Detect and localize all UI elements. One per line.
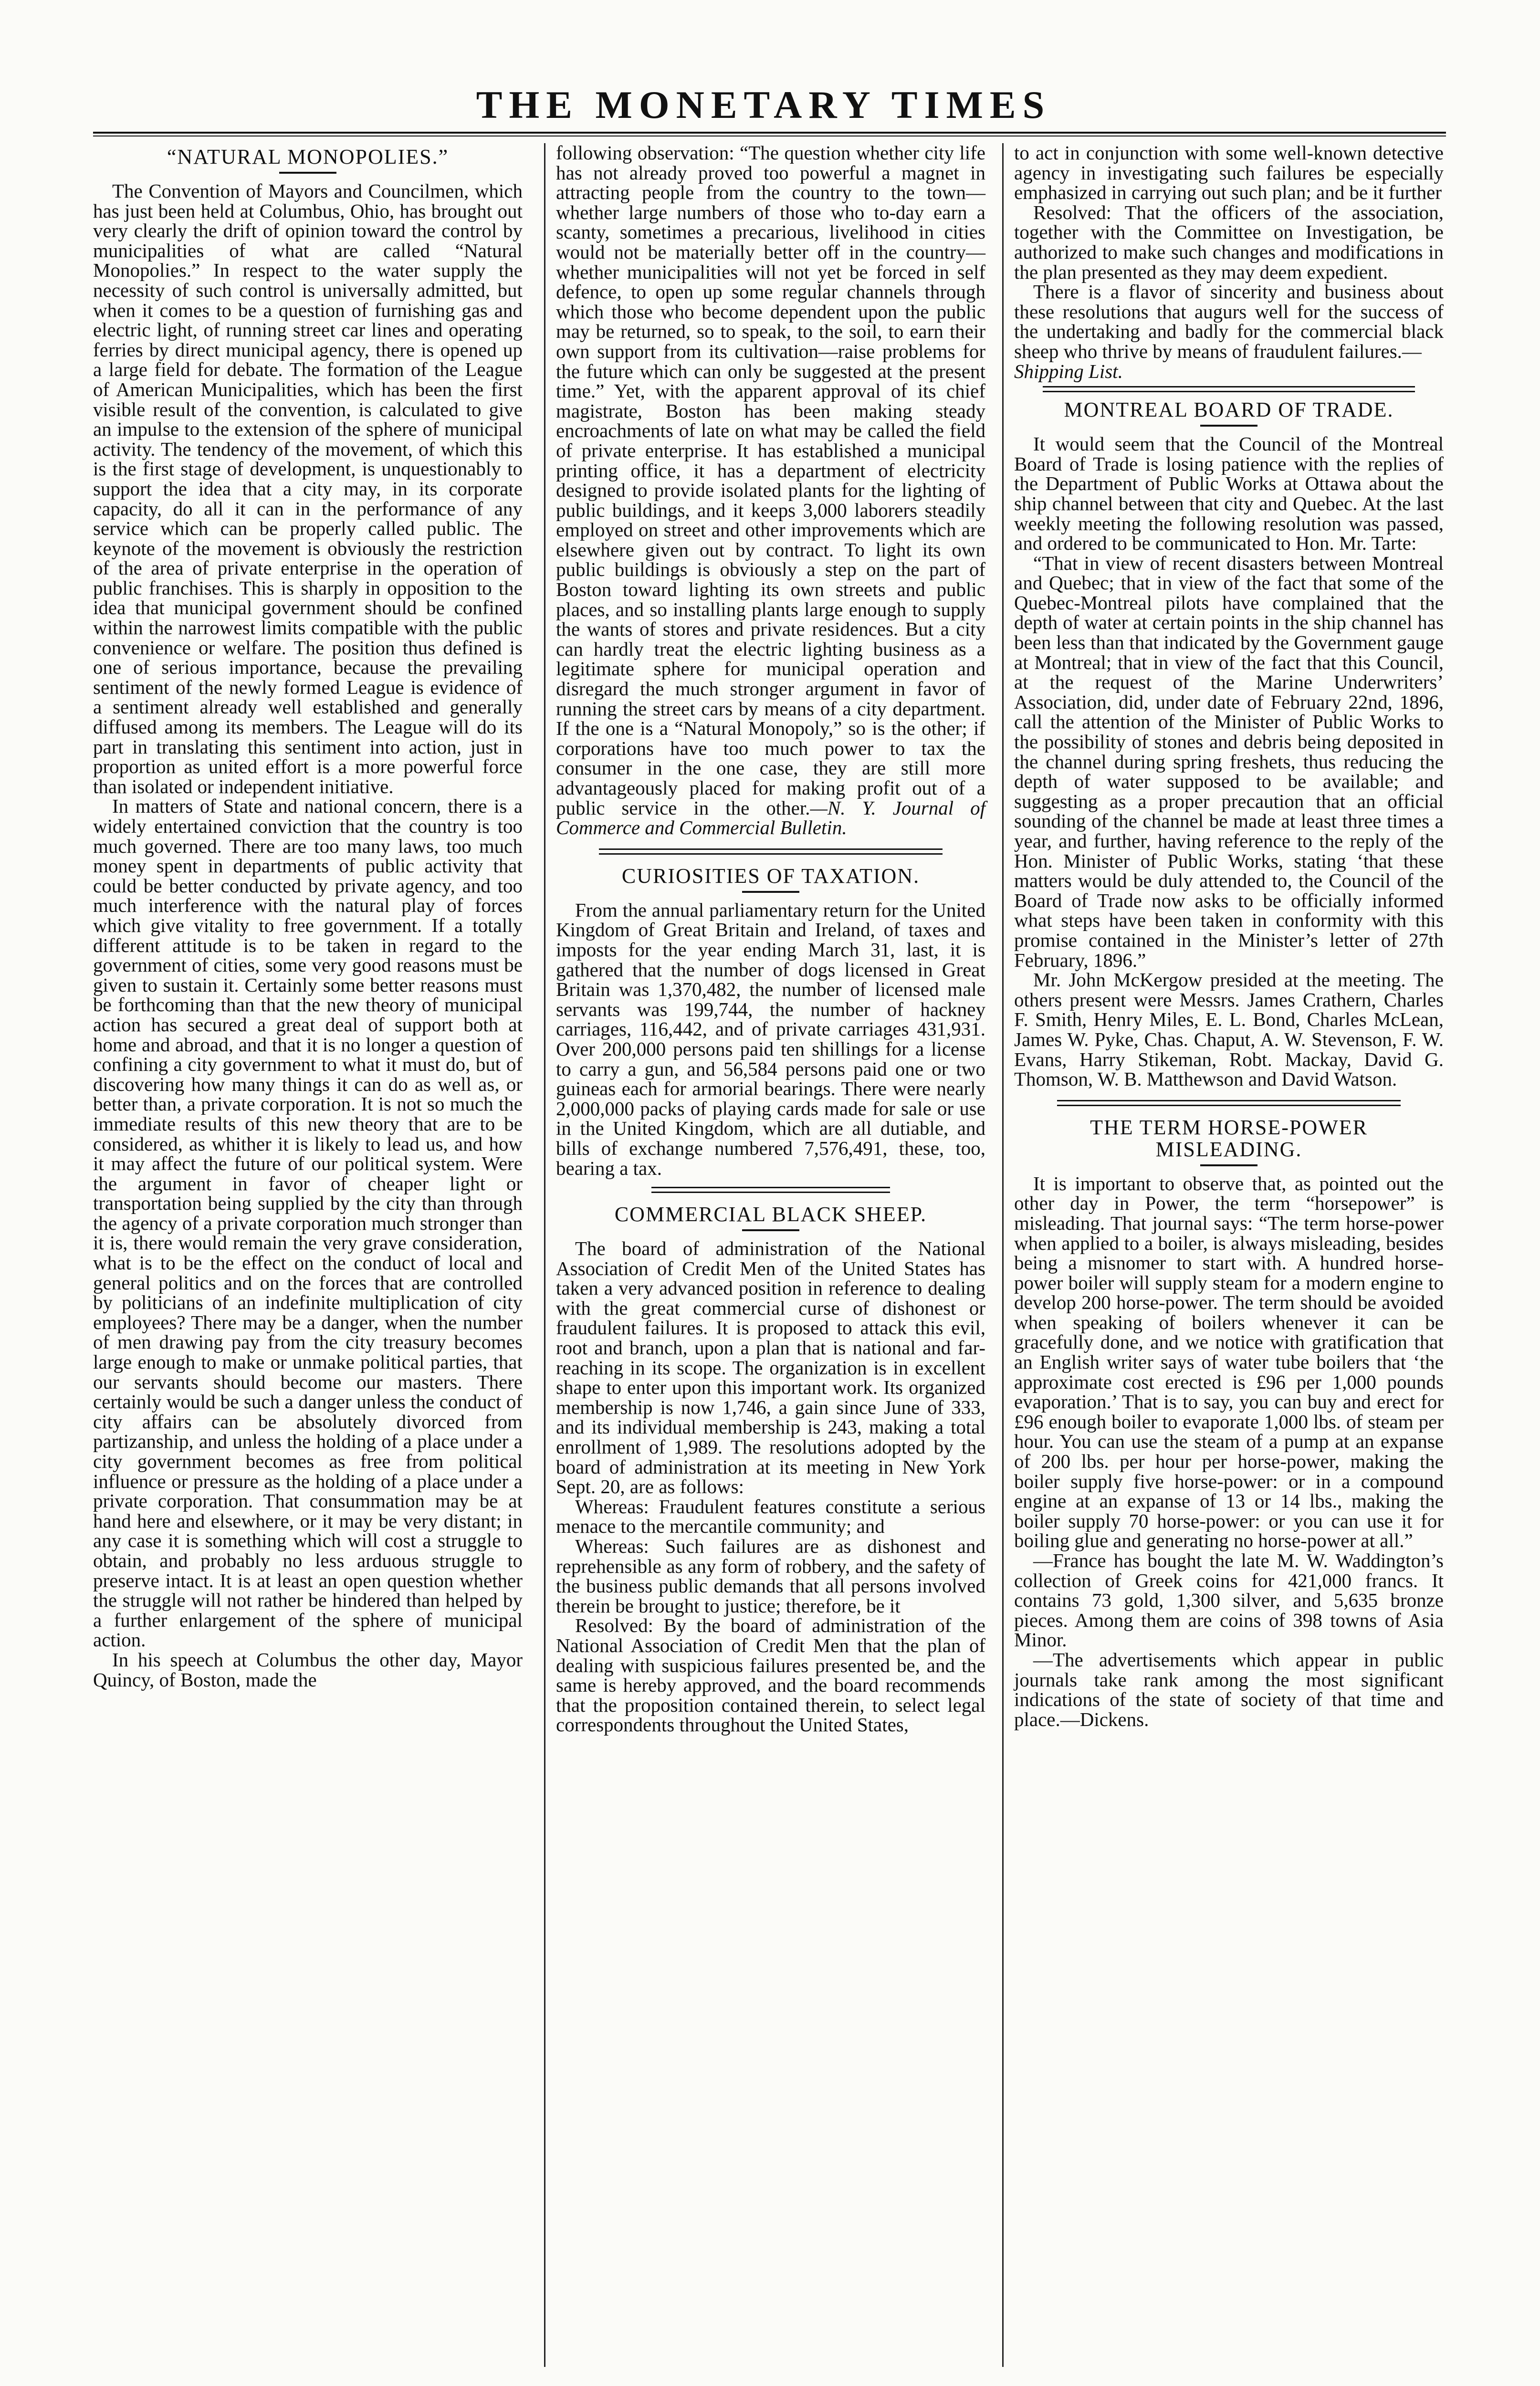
article-paragraph: Whereas: Fraudulent features constitute a serious menace to the mercantile community; and [556, 1495, 985, 1538]
article-paragraph [1014, 282, 1444, 381]
article-paragraph: Whereas: Such failures are as dishonest and reprehensible as any form of robbery, and the safety of the business public demands that all persons involved therein be brought to justice; therefore, be it [556, 1535, 985, 1617]
article-paragraph [556, 143, 985, 838]
heading-rule [742, 891, 799, 893]
article-paragraph: It would seem that the Council of the Montreal Board of Trade is losing patience with the replies of the Department of Public Works at Ottawa about the ship channel between that city and Quebec. At the last weekly meeting the following resolution was passed, and ordered to be communicated to Hon. Mr. Tarte: [1014, 433, 1444, 555]
article-heading-montreal-board-of-trade: MONTREAL BOARD OF TRADE. [1064, 398, 1394, 422]
article-paragraph: In matters of State and national concern, there is a widely entertained conviction that the country is too much governed. There are too many laws, too much money spent in departments of public activity that could be better conducted by private agency, and too much interference with the natural play of forces which give vitality to free government. If a totally different attitude is to be taken in regard to the government of cities, some very good reasons must be given to sustain it. Certainly some better reasons must be forthcoming than that the new theory of municipal action has secured a great deal of support both at home and abroad, and that it is no longer a question of confining a city government to what it must do, but of discovering how many things it can do as well as, or better than, a private corporation. It is not so much the immediate results of this new theory that are to be considered, as whither it is likely to lead us, and how it may affect the future of our political system. Were the argument in favor of cheaper light or transportation being supplied by the city than through the agency of a private corporation much stronger than it is, there would remain the very grave consideration, what is to be the effect on the conduct of local and general politics and on the forces that are controlled by politicians of an indefinite multiplication of city employees? There may be a danger, when the number of men drawing pay from the city treasury becomes large enough to make or unmake political parties, that our servants should become our masters. There certainly would be such a danger unless the conduct of city affairs can be absolutely divorced from partizanship, and unless the holding of a place under a city government becomes as free from political influence or pressure as the holding of a place under a private corporation. That consummation may be at hand here and elsewhere, or it may be very distant; in any case it is something which will cost a struggle to obtain, and probably no less arduous struggle to preserve intact. It is at least an open question whether the struggle will not rather be hindered than helped by a further enlargement of the sphere of municipal action. [93, 795, 523, 1651]
article-paragraph: Resolved: That the officers of the association, together with the Committee on Investigation, be authorized to make such changes and modifications in the plan presented as they may deem expedient. [1014, 201, 1444, 283]
article-paragraph: In his speech at Columbus the other day, Mayor Quincy, of Boston, made the [93, 1648, 523, 1691]
masthead-title: THE MONETARY TIMES [476, 83, 1051, 126]
article-paragraph: From the annual parliamentary return for the United Kingdom of Great Britain and Ireland, of taxes and imposts for the year ending March 31, last, it is gathered that the number of dogs licensed in Great Britain was 1,370,482, the number of licensed male servants was 199,744, the number of hackney carriages, 116,442, and of private carriages 431,931. Over 200,000 persons paid ten shillings for a license to carry a gun, and 56,584 persons paid one or two guineas each for armorial bearings. There were nearly 2,000,000 packs of playing cards made for sale or use in the United Kingdom, which are all dutiable, and bills of exchange numbered 7,576,491, these, too, bearing a tax. [556, 899, 985, 1179]
section-rule [599, 848, 943, 855]
source-credit: —N. Y. Journal of Commerce and Commercial Bulletin. [556, 796, 985, 839]
article-paragraph: It is important to observe that, as pointed out the other day in Power, the term “horsepower” is misleading. That journal says: “The term horse-power when applied to a boiler, is always misleading, besides being a misnomer to start with. A hundred horse-power boiler will supply steam for a modern engine to develop 200 horse-power. The term should be avoided when speaking of boilers whenever it can be gracefully done, and we notice with gratification that an English writer says of water tube boilers that ‘the approximate cost erected is £96 per 1,000 pounds evaporation.’ That is to say, you can buy and erect for £96 enough boiler to evaporate 1,000 lbs. of steam per hour. You can use the steam of a pump at an expanse of 200 lbs. per hour per horse-power, making the boiler supply five horse-power: or in a compound engine at an expanse of 13 or 14 lbs., making the boiler supply 70 horse-power: or you can use it for boiling glue and generating no horse-power at all.” [1014, 1172, 1444, 1552]
article-paragraph: to act in conjunction with some well-known detective agency in investigating such failures be especially emphasized in carrying out such plan; and be it further [1014, 142, 1444, 204]
column-3 [1014, 143, 1444, 1729]
continued-text: following observation: “The question whether city life has not already proved too powerful a magnet in attracting people from the country to the town—whether large numbers of those who to-day earn a scanty, sometimes a precarious, livelihood in cities would not be materially better off in the country—whether municipalities will not yet be forced in self defence, to open up some regular channels through which those who become dependent upon the public may be returned, so to speak, to the soil, to earn their own support from its cultivation—raise problems for the future which can only be suggested at the present time.” Yet, with the apparent approval of its chief magistrate, Boston has been making steady encroachments of late on what may be called the field of private enterprise. It has established a municipal printing office, it has a department of electricity designed to provide isolated plants for the lighting of public buildings, and it keeps 3,000 laborers steadily employed on street and other improvements which are elsewhere given out by contract. To light its own public buildings is obviously a step on the part of Boston toward lighting its own streets and public places, and so installing plants large enough to supply the wants of stores and private residences. But a city can hardly treat the electric lighting business as a legitimate sphere for municipal operation and disregard the much stronger argument in favor of running the street cars by means of a city department. If the one is a “Natural Monopoly,” so is the other; if corporations have too much power to tax the consumer in the one case, they are still more advantageously placed for making profit out of a public service in the other. [556, 142, 985, 819]
article-heading-natural-monopolies: “NATURAL MONOPOLIES.” [167, 145, 449, 168]
source-credit: Shipping List. [1014, 360, 1123, 382]
article-paragraph: The Convention of Mayors and Councilmen, which has just been held at Columbus, Ohio, has brought out very clearly the drift of opinion toward the control by municipalities of what are called “Natural Monopolies.” In respect to the water supply the necessity of such control is universally admitted, but when it comes to be a question of furnishing gas and electric light, of running street car lines and operating ferries by direct municipal agency, there is opened up a large field for debate. The formation of the League of American Municipalities, which has been the first visible result of the convention, is calculated to give an impulse to the extension of the sphere of municipal activity. The tendency of the movement, of which this is the first stage of development, is unquestionably to support the idea that a city may, in its corporate capacity, do all it can in the performance of any service which can be properly called public. The keynote of the movement is obviously the restriction of the area of private enterprise in the operation of public franchises. This is sharply in opposition to the idea that municipal government should be confined within the narrowest limits compatible with the public convenience or welfare. The position thus defined is one of serious importance, because the prevailing sentiment of the newly formed League is evidence of a sentiment already well established and generally diffused among its members. The League will do its part in translating this sentiment into action, just in proportion as united effort is a more powerful force than isolated or independent initiative. [93, 180, 523, 797]
section-rule [1057, 1100, 1401, 1106]
column-1 [93, 143, 523, 1690]
news-item: —The advertisements which appear in public journals take rank among the most significant indications of the state of society of that time and place.—Dickens. [1014, 1648, 1444, 1730]
article-heading-curiosities-of-taxation: CURIOSITIES OF TAXATION. [621, 864, 920, 888]
heading-rule [1200, 425, 1257, 427]
heading-rule [279, 172, 336, 174]
article-paragraph: Resolved: By the board of administration of the National Association of Credit Men that the plan of dealing with suspicious failures presented be, and the same is hereby approved, and the board recommends that the proposition contained therein, to select legal correspondents throughout the United States, [556, 1614, 985, 1736]
closing-text: There is a flavor of sincerity and business about these resolutions that augurs well for the success of the undertaking and badly for the commercial black sheep who thrive by means of fraudulent failures.— [1014, 281, 1444, 362]
masthead-rule-top [93, 132, 1446, 134]
column-divider [1002, 143, 1004, 2367]
column-2 [556, 143, 985, 1735]
article-paragraph: “That in view of recent disasters between Montreal and Quebec; that in view of the fact that some of the Quebec-Montreal pilots have complained that the depth of water at certain points in the ship channel has been less than that indicated by the Government gauge at Montreal; that in view of the fact that this Council, at the request of the Marine Underwriters’ Association, did, under date of February 22nd, 1896, call the attention of the Minister of Public Works to the possibility of stones and debris being deposited in the channel during spring freshets, thus reducing the depth of water supposed to be available; and suggesting as a proper precaution that an official sounding of the channel be made at least three times a year, and further, having reference to the reply of the Hon. Minister of Public Works, stating ‘that these matters would be duly attended to, the Council of the Board of Trade now asks to be officially informed what steps have been taken in conformity with this promise contained in the Minister’s letter of 27th February, 1896.” [1014, 552, 1444, 971]
article-paragraph: Mr. John McKergow presided at the meeting. The others present were Messrs. James Crathern, Charles F. Smith, Henry Miles, E. L. Bond, Charles McLean, James W. Pyke, Chas. Chaput, A. W. Stevenson, F. W. Evans, Harry Stikeman, Robt. Mackay, David G. Thomson, W. B. Matthewson and David Watson. [1014, 969, 1444, 1090]
section-rule [1043, 386, 1415, 392]
article-heading-horse-power: THE TERM HORSE-POWER MISLEADING. [1090, 1115, 1368, 1161]
article-heading-commercial-black-sheep: COMMERCIAL BLACK SHEEP. [614, 1203, 927, 1226]
heading-rule [1200, 1164, 1257, 1166]
section-rule [651, 1187, 890, 1193]
heading-rule [742, 1229, 799, 1231]
article-paragraph: The board of administration of the National Association of Credit Men of the United States has taken a very advanced position in reference to dealing with the great commercial curse of dishonest or fraudulent failures. It is proposed to attack this evil, root and branch, upon a plan that is national and far-reaching in its scope. The organization is in excellent shape to enter upon this important work. Its organized membership is now 1,746, a gain since June of 333, and its individual membership is 243, making a total enrollment of 1,989. The resolutions adopted by the board of administration at its meeting in New York Sept. 20, are as follows: [556, 1237, 985, 1498]
masthead [95, 81, 1451, 134]
news-item: —France has bought the late M. W. Waddington’s collection of Greek coins for 421,000 francs. It contains 73 gold, 1,300 silver, and 5,635 bronze pieces. Among them are coins of 398 towns of Asia Minor. [1014, 1549, 1444, 1651]
column-divider [544, 143, 545, 2367]
